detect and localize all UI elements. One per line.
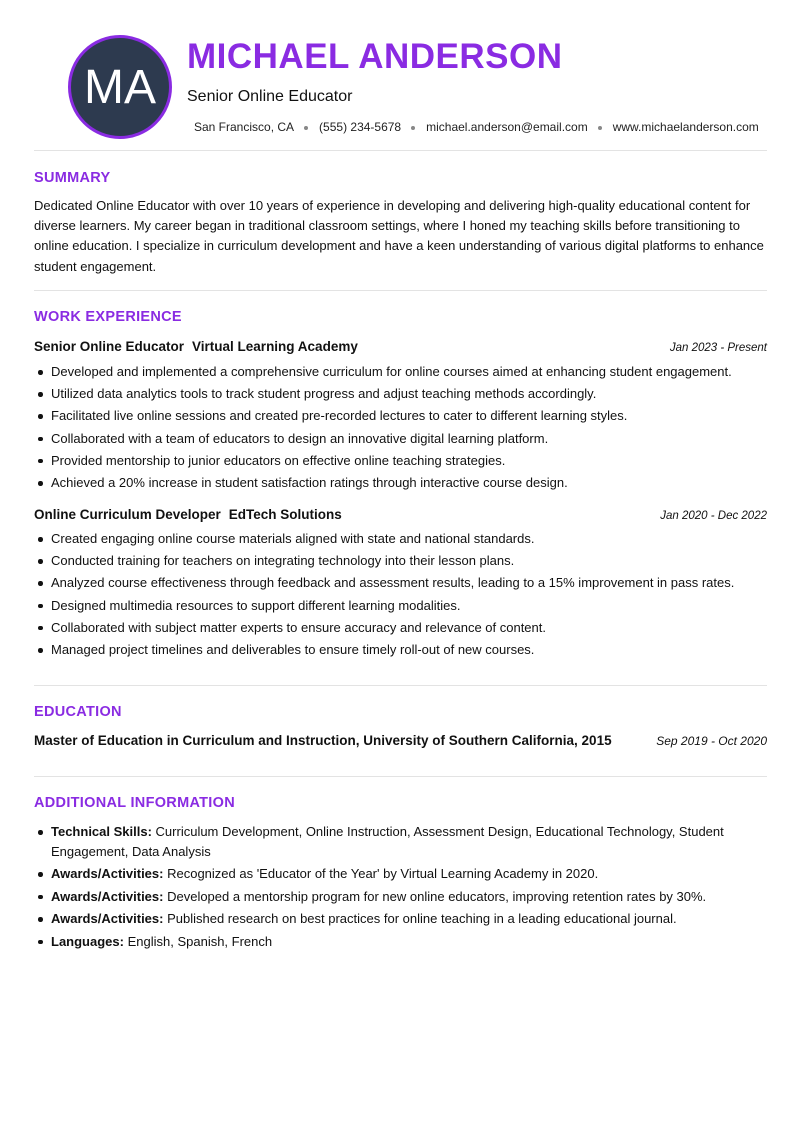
list-item: Created engaging online course materials aligned with state and national standards. (34, 528, 774, 550)
avatar-initials: MA (84, 60, 156, 114)
list-item (34, 822, 774, 861)
info-label: Awards/Activities: (51, 888, 164, 904)
separator-dot-icon (304, 126, 308, 130)
resume-header (34, 0, 767, 150)
list-item: Developed and implemented a comprehensive curriculum for online courses aimed at enhancing student engagement. (34, 361, 774, 383)
education-heading: EDUCATION (34, 704, 122, 720)
list-item (34, 909, 774, 929)
info-text: English, Spanish, French (127, 933, 273, 949)
work-experience-heading: WORK EXPERIENCE (34, 309, 182, 325)
list-item: Designed multimedia resources to support different learning modalities. (34, 595, 774, 617)
section-divider (34, 290, 767, 291)
list-item: Utilized data analytics tools to track student progress and adjust teaching methods accordingly. (34, 383, 774, 405)
job-role: Online Curriculum Developer (34, 507, 221, 522)
contact-email[interactable]: michael.anderson@email.com (426, 120, 588, 134)
job-dates: Jan 2020 - Dec 2022 (660, 510, 767, 522)
list-item (34, 932, 774, 952)
info-label: Languages: (51, 933, 124, 949)
education-entry (34, 733, 767, 748)
contact-phone: (555) 234-5678 (319, 120, 402, 134)
list-item: Analyzed course effectiveness through feedback and assessment results, leading to a 15% improvement in pass rates. (34, 572, 774, 594)
candidate-title: Senior Online Educator (187, 88, 353, 105)
list-item: Achieved a 20% increase in student satisfaction ratings through interactive course design. (34, 472, 774, 494)
job-company: EdTech Solutions (228, 507, 342, 522)
info-text: Published research on best practices for online teaching in a leading educational journal. (167, 911, 677, 926)
additional-info-heading: ADDITIONAL INFORMATION (34, 795, 235, 811)
list-item (34, 864, 774, 884)
education-dates: Sep 2019 - Oct 2020 (656, 734, 767, 748)
job-header (34, 506, 767, 524)
separator-dot-icon (411, 126, 415, 130)
section-divider (34, 150, 767, 151)
job-title-line (34, 506, 342, 524)
avatar (68, 35, 172, 139)
education-degree: Master of Education in Curriculum and Instruction, University of Southern California, 2015 (34, 733, 612, 748)
list-item: Facilitated live online sessions and created pre-recorded lectures to cater to different learning styles. (34, 405, 774, 427)
list-item: Collaborated with a team of educators to design an innovative digital learning platform. (34, 428, 774, 450)
list-item: Provided mentorship to junior educators on effective online teaching strategies. (34, 450, 774, 472)
contact-line (194, 120, 759, 134)
contact-website[interactable]: www.michaelanderson.com (612, 120, 759, 134)
job-dates: Jan 2023 - Present (669, 342, 767, 354)
summary-text: Dedicated Online Educator with over 10 years of experience in developing and delivering high-quality educational content for diverse learners. My career began in traditional classroom settings, where I honed my teaching skills before transitioning to online education. I specialize in curriculum development and have a keen understanding of various digital platforms to enhance student engagement. (34, 198, 764, 274)
job-role: Senior Online Educator (34, 339, 185, 354)
list-item: Collaborated with subject matter experts to ensure accuracy and relevance of content. (34, 617, 774, 639)
separator-dot-icon (598, 126, 602, 130)
info-label: Awards/Activities: (51, 866, 164, 881)
info-label: Technical Skills: (51, 824, 152, 839)
job-bullet-list (34, 361, 774, 494)
job-company: Virtual Learning Academy (192, 339, 358, 354)
list-item (34, 887, 774, 907)
additional-info-list (34, 822, 774, 954)
list-item: Managed project timelines and deliverables to ensure timely roll-out of new courses. (34, 639, 774, 661)
contact-location: San Francisco, CA (194, 120, 295, 134)
info-text: Recognized as 'Educator of the Year' by Virtual Learning Academy in 2020. (167, 866, 599, 881)
list-item: Conducted training for teachers on integrating technology into their lesson plans. (34, 550, 774, 572)
info-text: Curriculum Development, Online Instruction, Assessment Design, Educational Technology, Student Engagement, Data Analysis (51, 824, 724, 859)
section-divider (34, 776, 767, 777)
info-text: Developed a mentorship program for new online educators, improving retention rates by 30%. (167, 888, 707, 904)
candidate-name: MICHAEL ANDERSON (187, 37, 563, 76)
summary-heading: SUMMARY (34, 170, 111, 186)
job-header (34, 338, 767, 356)
section-divider (34, 685, 767, 686)
info-label: Awards/Activities: (51, 911, 164, 926)
job-bullet-list (34, 528, 774, 661)
job-title-line (34, 338, 358, 356)
